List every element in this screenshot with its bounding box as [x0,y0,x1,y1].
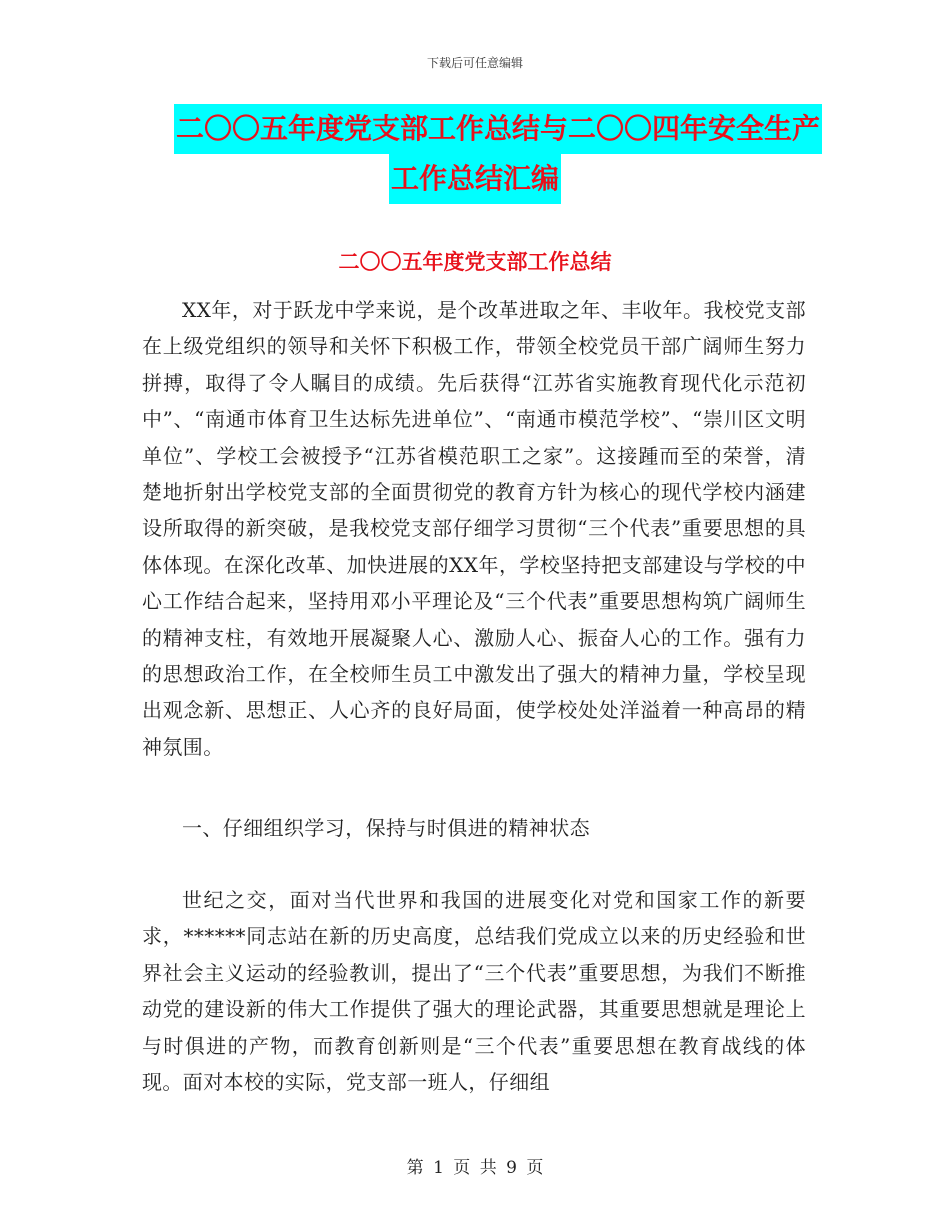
paragraph-text: XX年，对于跃龙中学来说，是个改革进取之年、丰收年。我校党支部在上级党组织的领导和关怀下积极工作，带领全校党员干部广阔师生努力拼搏，取得了令人瞩目的成绩。先后获得“江苏省实施教育现代化示范初中”、“南通市体育卫生达标先进单位”、“南通市模范学校”、“崇川区文明单位”、学校工会被授予“江苏省模范职工之家”。这接踵而至的荣誉，清楚地折射出学校党支部的全面贯彻党的教育方针为核心的现代学校内涵建设所取得的新突破，是我校党支部仔细学习贯彻“三个代表”重要思想的具体体现。在深化改革、加快进展的XX年，学校坚持把支部建设与学校的中心工作结合起来，坚持用邓小平理论及“三个代表”重要思想构筑广阔师生的精神支柱，有效地开展凝聚人心、激励人心、振奋人心的工作。强有力的思想政治工作，在全校师生员工中激发出了强大的精神力量，学校呈现出观念新、思想正、人心齐的良好局面，使学校处处洋溢着一种高昂的精神氛围。 [142,298,806,759]
paragraph-text: 一、仔细组织学习，保持与时俱进的精神状态 [182,816,590,840]
document-title-line-2: 工作总结汇编 [389,154,561,204]
body-paragraph-2 [142,882,806,1100]
page-number: 第 1 页 共 9 页 [406,1158,544,1178]
section-title: 二〇〇五年度党支部工作总结 [338,250,612,274]
body-paragraph-1 [142,292,806,765]
document-title-line-1: 二〇〇五年度党支部工作总结与二〇〇四年安全生产 [174,104,822,154]
paragraph-text: 世纪之交，面对当代世界和我国的进展变化对党和国家工作的新要求，******同志站在新的历史高度，总结我们党成立以来的历史经验和世界社会主义运动的经验教训，提出了“三个代表”重要思想，为我们不断推动党的建设新的伟大工作提供了强大的理论武器，其重要思想就是理论上与时俱进的产物，而教育创新则是“三个代表”重要思想在教育战线的体现。面对本校的实际，党支部一班人，仔细组 [142,888,806,1095]
document-title [0,104,950,204]
body-heading-1 [142,810,806,846]
page-header: 下载后可任意编辑 [426,56,523,70]
